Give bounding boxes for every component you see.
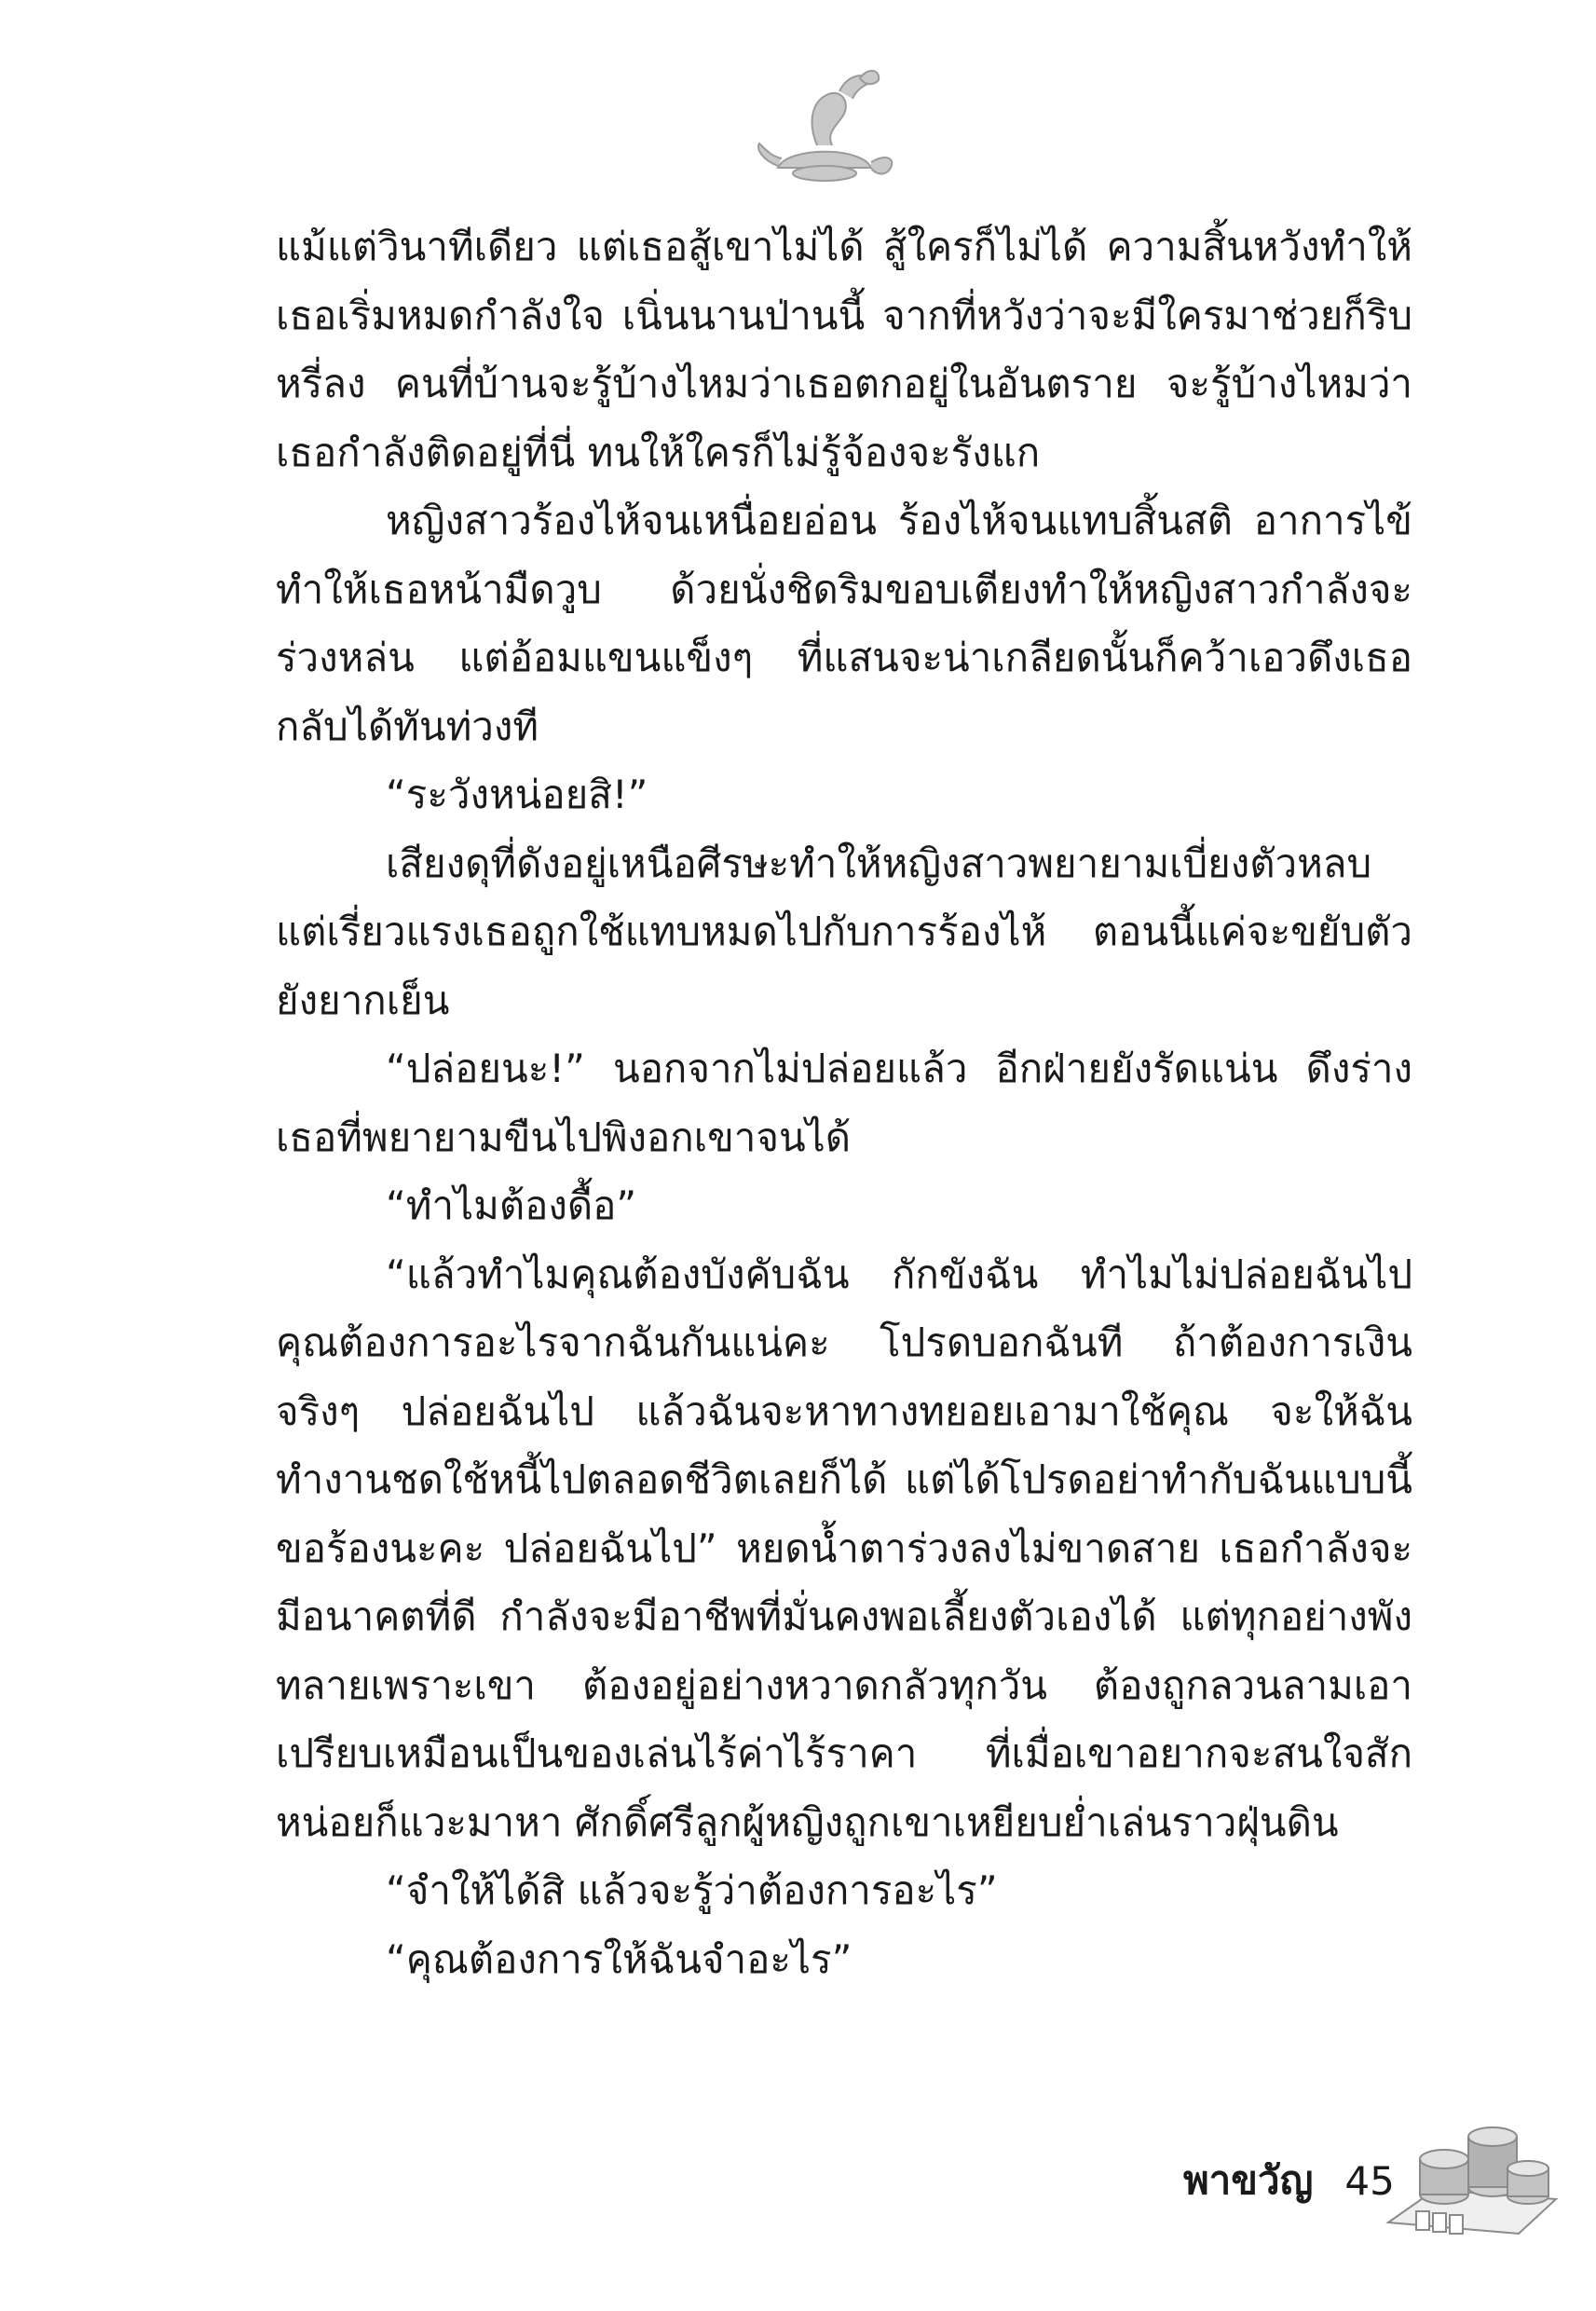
body-text <box>276 212 1412 1993</box>
dialogue-line: “คุณต้องการให้ฉันจำอะไร” <box>386 1935 853 1982</box>
paragraph: “ปล่อยนะ!” นอกจากไม่ปล่อยแล้ว อีกฝ่ายยังรัดแน่น ดึงร่างเธอที่พยายามขืนไปพิงอกเขาจนได้ <box>276 1046 1412 1160</box>
page-footer <box>1183 2153 1395 2208</box>
dialogue-line: “จำให้ได้สิ แล้วจะรู้ว่าต้องการอะไร” <box>386 1867 998 1913</box>
paragraph: “แล้วทำไมคุณต้องบังคับฉัน กักขังฉัน ทำไมไม่ปล่อยฉันไป คุณต้องการอะไรจากฉันกันแน่คะ โปรดบอกฉันที ถ้าต้องการเงินจริงๆ ปล่อยฉันไป แล้วฉันจะหาทางทยอยเอามาใช้คุณ จะให้ฉันทำงานชดใช้หนี้ไปตลอดชีวิตเลยก็ได้ แต่ได้โปรดอย่าทำกับฉันแบบนี้ ขอร้องนะคะ ปล่อยฉันไป” หยดน้ำตาร่วงลงไม่ขาดสาย เธอกำลังจะมีอนาคตที่ดี กำลังจะมีอาชีพที่มั่นคงพอเลี้ยงตัวเองได้ แต่ทุกอย่างพังทลายเพราะเขา ต้องอยู่อย่างหวาดกลัวทุกวัน ต้องถูกลวนลามเอาเปรียบเหมือนเป็นของเล่นไร้ค่าไร้ราคา ที่เมื่อเขาอยากจะสนใจสักหน่อยก็แวะมาหา ศักดิ์ศรีลูกผู้หญิงถูกเขาเหยียบย่ำเล่นราวฝุ่นดิน <box>276 1251 1412 1845</box>
paragraph: เสียงดุที่ดังอยู่เหนือศีรษะทำให้หญิงสาวพยายามเบี่ยงตัวหลบ แต่เรี่ยวแรงเธอถูกใช้แทบหมดไปกับการร้องไห้ ตอนนี้แค่จะขยับตัวยังยากเย็น <box>276 840 1412 1023</box>
page-number: 45 <box>1344 2157 1395 2204</box>
book-title: พาขวัญ <box>1183 2157 1314 2203</box>
dialogue-line: “ทำไมต้องดื้อ” <box>386 1183 637 1228</box>
casino-chips-icon <box>1379 2101 1565 2241</box>
paragraph: แม้แต่วินาทีเดียว แต่เธอสู้เขาไม่ได้ สู้ใครก็ไม่ได้ ความสิ้นหวังทำให้เธอเริ่มหมดกำลังใจ เนิ่นนานป่านนี้ จากที่หวังว่าจะมีใครมาช่วยก็ริบหรี่ลง คนที่บ้านจะรู้บ้างไหมว่าเธอตกอยู่ในอันตราย จะรู้บ้างไหมว่าเธอกำลังติดอยู่ที่นี่ ทนให้ใครก็ไม่รู้จ้องจะรังแก <box>276 224 1412 475</box>
dialogue-line: “ระวังหน่อยสิ!” <box>386 772 648 817</box>
paragraph: หญิงสาวร้องไห้จนเหนื่อยอ่อน ร้องไห้จนแทบสิ้นสติ อาการไข้ทำให้เธอหน้ามืดวูบ ด้วยนั่งชิดริมขอบเตียงทำให้หญิงสาวกำลังจะร่วงหล่น แต่อ้อมแขนแข็งๆ ที่แสนจะน่าเกลียดนั้นก็คว้าเอวดึงเธอกลับได้ทันท่วงที <box>276 498 1412 749</box>
genie-lamp-icon <box>750 58 899 198</box>
